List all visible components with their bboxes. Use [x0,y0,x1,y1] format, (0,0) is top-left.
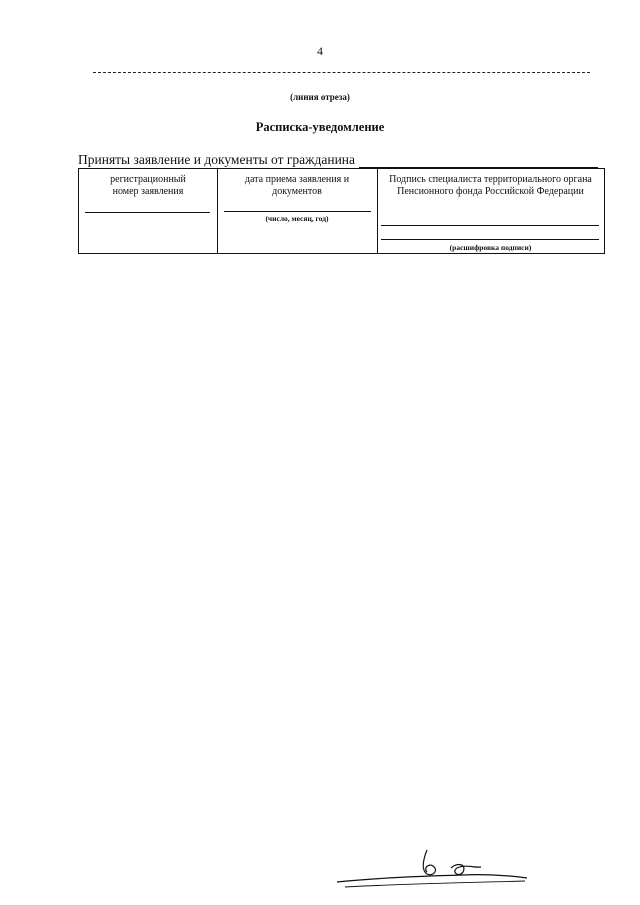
document-title: Расписка-уведомление [255,120,385,134]
cut-line [93,72,590,73]
specialist-signature-field[interactable] [381,225,599,226]
handwritten-signature [335,848,535,893]
acceptance-date-caption: (число, месяц, год) [265,214,329,223]
signature-decoding-field[interactable] [381,239,599,240]
registration-number-header: регистрационный номер заявления [110,174,186,197]
acceptance-date-header: дата приема заявления и документов [244,174,350,197]
registration-number-field[interactable] [85,212,210,213]
accepted-row [78,148,598,168]
signature-decoding-caption: (расшифровка подписи) [449,243,532,252]
registration-number-column [79,169,218,253]
specialist-signature-column [377,169,604,253]
receipt-table [78,168,605,254]
citizen-name-field[interactable] [359,155,598,168]
acceptance-date-column [217,169,378,253]
acceptance-date-field[interactable] [224,211,371,212]
accepted-text: Приняты заявление и документы от гражданина [78,152,356,167]
specialist-signature-header: Подпись специалиста территориального органа Пенсионного фонда Российской Федерации [389,174,592,197]
cut-line-caption: (линия отреза) [290,92,350,102]
page-number: 4 [317,44,323,58]
